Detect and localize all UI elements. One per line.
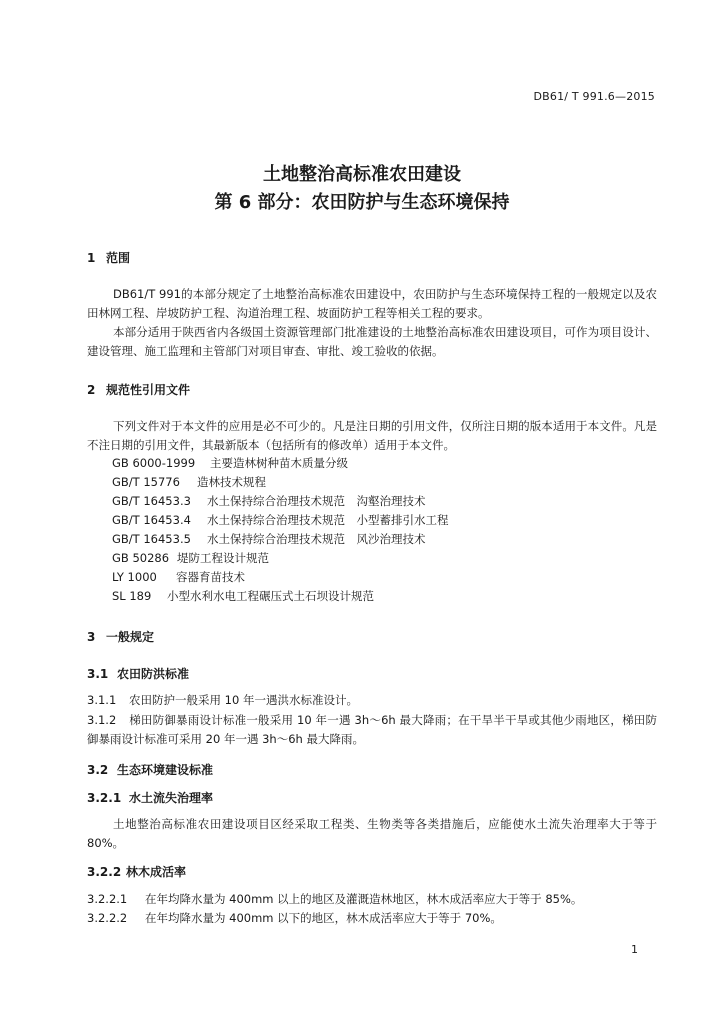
reference-code: GB 6000-1999	[112, 456, 196, 470]
subsection-number: 3.1	[87, 667, 109, 681]
clause-number: 3.2.2.1	[87, 892, 128, 906]
reference-item	[112, 455, 348, 471]
clause-text: 梯田防御暴雨设计标准一般采用 10 年一遇 3h～6h 最大降雨；在干旱半干旱或其他少雨地区，梯田防御暴雨设计标准可采用 20 年一遇 3h～6h 最大降雨。	[87, 713, 657, 746]
subsection-3-2-1-paragraph: 土地整治高标准农田建设项目区经采取工程类、生物类等各类措施后，应能使水土流失治理率大于等于80%。	[87, 817, 657, 850]
section-1-paragraph-1: DB61/T 991的本部分规定了土地整治高标准农田建设中，农田防护与生态环境保持工程的一般规定以及农田林网工程、岸坡防护工程、沟道治理工程、坡面防护工程等相关工程的要求。	[87, 287, 657, 320]
reference-item	[112, 493, 426, 509]
reference-name: 小型水利水电工程碾压式土石坝设计规范	[167, 589, 374, 603]
subsection-3-2-2-heading	[87, 863, 186, 880]
subsection-number: 3.2.1	[87, 791, 122, 805]
reference-name: 堤防工程设计规范	[177, 551, 269, 565]
subsection-number: 3.2	[87, 763, 109, 777]
subsection-title: 水土流失治理率	[129, 791, 214, 805]
reference-item	[112, 550, 269, 566]
reference-name: 水土保持综合治理技术规范 风沙治理技术	[207, 532, 426, 546]
reference-item	[112, 588, 374, 604]
subsection-number: 3.2.2	[87, 865, 122, 879]
reference-name: 主要造林树种苗木质量分级	[210, 456, 348, 470]
reference-code: GB/T 15776	[112, 475, 180, 489]
clause-text: 在年均降水量为 400mm 以下的地区，林木成活率应大于等于 70%。	[145, 911, 502, 925]
clause-number: 3.1.1	[87, 693, 117, 707]
doc-title-line1: 土地整治高标准农田建设	[263, 164, 461, 185]
reference-code: LY 1000	[112, 570, 157, 584]
reference-code: GB/T 16453.3	[112, 494, 191, 508]
doc-title-line2: 第 6 部分：农田防护与生态环境保持	[214, 192, 510, 213]
section-1-heading	[87, 249, 130, 266]
reference-name: 容器育苗技术	[176, 570, 245, 584]
reference-name: 水土保持综合治理技术规范 小型蓄排引水工程	[207, 513, 449, 527]
standard-code: DB61/ T 991.6—2015	[533, 90, 655, 103]
section-2-heading	[87, 381, 190, 398]
reference-code: GB/T 16453.4	[112, 513, 191, 527]
subsection-3-2-1-heading	[87, 789, 213, 806]
reference-code: GB/T 16453.5	[112, 532, 191, 546]
subsection-3-2-heading	[87, 761, 213, 778]
clause-3-2-2-1	[87, 891, 582, 907]
reference-code: GB 50286	[112, 551, 170, 565]
reference-item	[112, 512, 449, 528]
section-3-heading	[87, 628, 154, 645]
reference-item	[112, 569, 245, 585]
section-number: 2	[87, 383, 96, 397]
clause-number: 3.2.2.2	[87, 911, 128, 925]
reference-code: SL 189	[112, 589, 152, 603]
subsection-title: 林木成活率	[126, 865, 187, 879]
reference-name: 造林技术规程	[197, 475, 266, 489]
reference-name: 水土保持综合治理技术规范 沟壑治理技术	[207, 494, 426, 508]
page-number: 1	[631, 943, 638, 956]
clause-number: 3.1.2	[87, 713, 117, 727]
clause-text: 在年均降水量为 400mm 以上的地区及灌溉造林地区，林木成活率应大于等于 85%。	[145, 892, 583, 906]
clause-3-1-1	[87, 692, 358, 708]
section-1-paragraph-2: 本部分适用于陕西省内各级国土资源管理部门批准建设的土地整治高标准农田建设项目，可作为项目设计、建设管理、施工监理和主管部门对项目审查、审批、竣工验收的依据。	[87, 325, 657, 358]
clause-3-2-2-2	[87, 910, 502, 926]
clause-text: 农田防护一般采用 10 年一遇洪水标准设计。	[129, 693, 358, 707]
section-2-paragraph-1: 下列文件对于本文件的应用是必不可少的。凡是注日期的引用文件，仅所注日期的版本适用于本文件。凡是不注日期的引用文件，其最新版本（包括所有的修改单）适用于本文件。	[87, 419, 657, 452]
section-title: 一般规定	[106, 630, 155, 644]
reference-item	[112, 531, 426, 547]
section-title: 范围	[106, 251, 131, 265]
reference-item	[112, 474, 266, 490]
section-title: 规范性引用文件	[106, 383, 191, 397]
section-number: 3	[87, 630, 96, 644]
subsection-3-1-heading	[87, 665, 189, 682]
clause-3-1-2	[87, 711, 657, 749]
section-number: 1	[87, 251, 96, 265]
subsection-title: 农田防洪标准	[117, 667, 190, 681]
subsection-title: 生态环境建设标准	[117, 763, 214, 777]
